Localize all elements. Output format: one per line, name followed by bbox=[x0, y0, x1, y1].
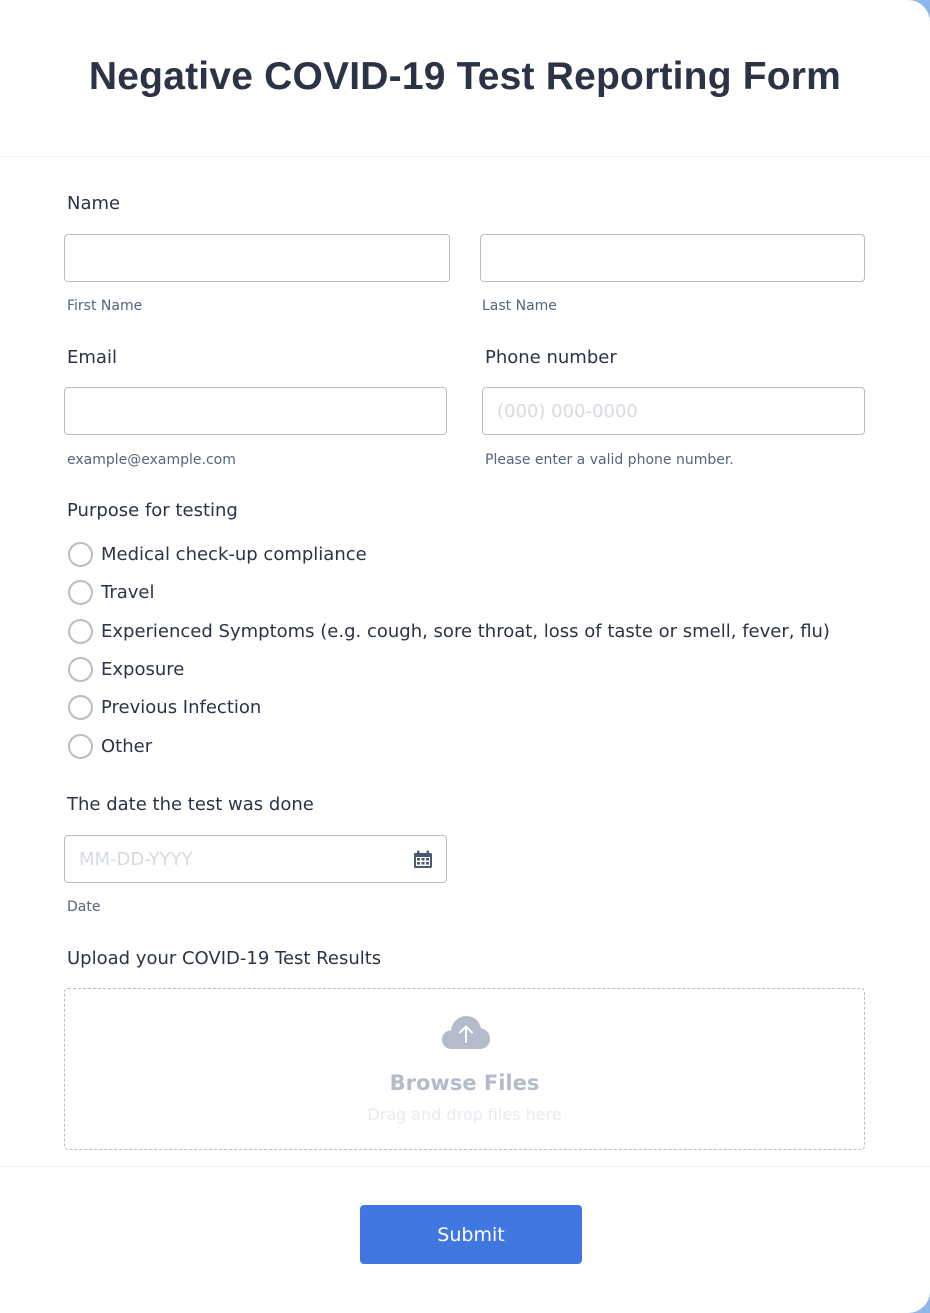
form-header bbox=[0, 0, 930, 157]
test-date-sublabel: Date bbox=[67, 899, 101, 915]
calendar-icon[interactable] bbox=[413, 850, 433, 869]
radio-button[interactable] bbox=[68, 542, 93, 567]
test-date-label: The date the test was done bbox=[67, 794, 314, 815]
phone-label: Phone number bbox=[485, 347, 617, 368]
radio-option-symptoms[interactable] bbox=[68, 618, 830, 644]
email-sublabel: example@example.com bbox=[67, 452, 236, 468]
name-label: Name bbox=[67, 193, 121, 214]
radio-button[interactable] bbox=[68, 619, 93, 644]
radio-option-label: Medical check-up compliance bbox=[101, 543, 367, 565]
radio-option-label: Previous Infection bbox=[101, 696, 262, 718]
radio-option-previous-infection[interactable] bbox=[68, 694, 261, 720]
test-date-input[interactable] bbox=[64, 835, 447, 883]
radio-option-label: Other bbox=[101, 735, 153, 757]
radio-option-travel[interactable] bbox=[68, 579, 155, 605]
drag-drop-hint: Drag and drop files here bbox=[367, 1105, 562, 1124]
radio-button[interactable] bbox=[68, 695, 93, 720]
browse-files-label[interactable]: Browse Files bbox=[389, 1071, 540, 1095]
footer-divider bbox=[0, 1166, 930, 1167]
first-name-input[interactable] bbox=[64, 234, 450, 282]
radio-option-label: Travel bbox=[101, 581, 155, 603]
radio-button[interactable] bbox=[68, 580, 93, 605]
first-name-sublabel: First Name bbox=[67, 298, 143, 314]
last-name-input[interactable] bbox=[480, 234, 865, 282]
upload-label: Upload your COVID-19 Test Results bbox=[67, 948, 382, 969]
radio-button[interactable] bbox=[68, 734, 93, 759]
cloud-upload-icon bbox=[441, 1015, 491, 1051]
phone-input[interactable] bbox=[482, 387, 865, 435]
purpose-label: Purpose for testing bbox=[67, 500, 238, 521]
file-upload-dropzone[interactable] bbox=[64, 988, 865, 1150]
last-name-sublabel: Last Name bbox=[482, 298, 557, 314]
radio-option-label: Exposure bbox=[101, 658, 185, 680]
radio-option-medical[interactable] bbox=[68, 541, 367, 567]
radio-option-exposure[interactable] bbox=[68, 656, 184, 682]
submit-button[interactable]: Submit bbox=[360, 1205, 582, 1264]
radio-option-other[interactable] bbox=[68, 733, 152, 759]
radio-button[interactable] bbox=[68, 657, 93, 682]
email-input[interactable] bbox=[64, 387, 447, 435]
phone-sublabel: Please enter a valid phone number. bbox=[485, 452, 734, 468]
radio-option-label: Experienced Symptoms (e.g. cough, sore throat, loss of taste or smell, fever, flu) bbox=[101, 620, 830, 642]
email-label: Email bbox=[67, 347, 117, 368]
form-title: Negative COVID-19 Test Reporting Form bbox=[88, 55, 842, 98]
